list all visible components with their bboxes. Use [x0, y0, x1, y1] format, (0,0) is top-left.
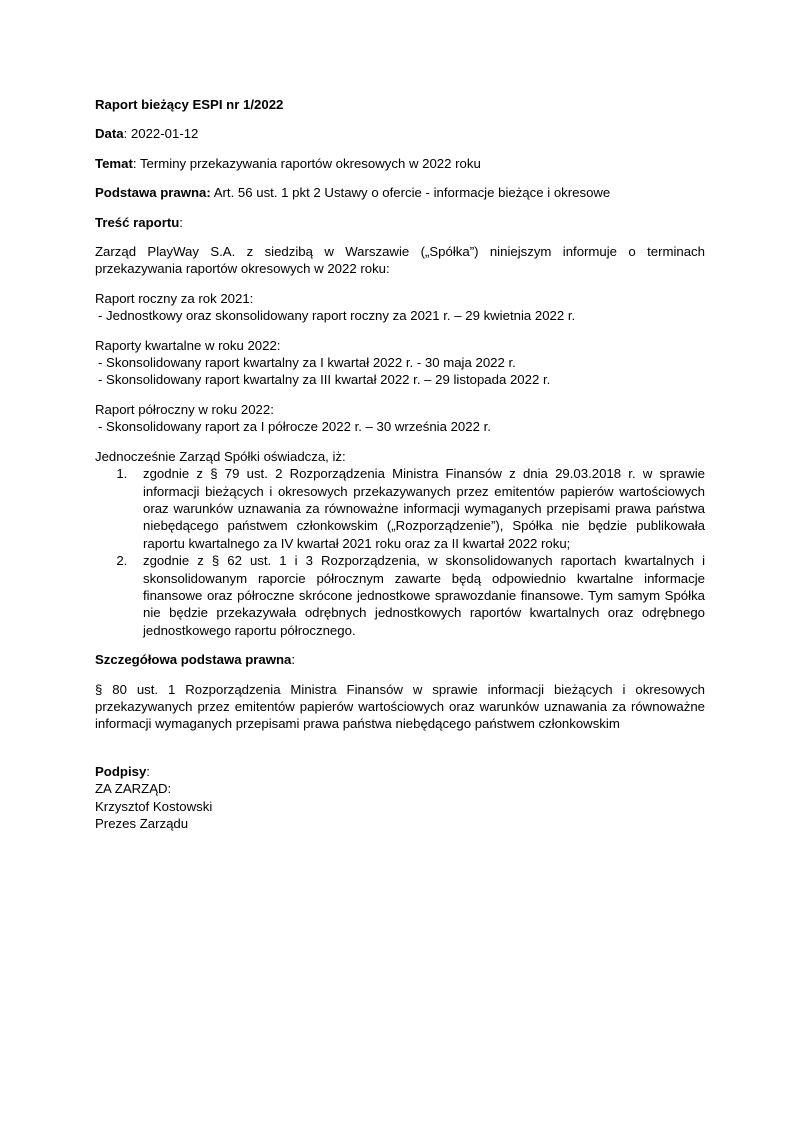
report-content-heading: Treść raportu: [95, 214, 183, 230]
section-heading: Raporty kwartalne w roku 2022: [95, 337, 281, 353]
signatory-role: Prezes Zarządu [95, 816, 189, 831]
section-half-year-report [95, 401, 705, 436]
signatures-block [95, 763, 705, 833]
report-legal-basis: Podstawa prawna: Art. 56 ust. 1 pkt 2 Ustawy o ofercie - informacje bieżące i okresowe [95, 185, 611, 201]
statements-list [95, 465, 705, 639]
section-quarterly-reports [95, 337, 705, 389]
section-heading: Raport roczny za rok 2021: [95, 290, 254, 306]
section-item: - Skonsolidowany raport kwartalny za III kwartał 2022 r. – 29 listopada 2022 r. [98, 372, 551, 388]
section-item: - Skonsolidowany raport kwartalny za I kwartał 2022 r. - 30 maja 2022 r. [98, 355, 516, 371]
statement-intro: Jednocześnie Zarząd Spółki oświadcza, iż: [95, 448, 346, 464]
signatory-name: Krzysztof Kostowski [95, 798, 213, 814]
signatures-heading: Podpisy: [95, 763, 150, 779]
statement-item: 2. zgodnie z § 62 ust. 1 i 3 Rozporządzenia, w skonsolidowanych raportach kwartalnych i skonsolidowanym raporcie półrocznym zawarte będą odpowiednio kwartalne informacje finansowe oraz półroczne skrócone jednostkowe sprawozdanie finansowe. Tym samym Spółka nie będzie przekazywała odrębnych jednostkowych raportów kwartalnych oraz odrębnego jednostkowego raportu półrocznego. [131, 552, 705, 639]
detailed-legal-heading: Szczegółowa podstawa prawna: [95, 652, 296, 668]
section-annual-report [95, 290, 705, 325]
report-title: Raport bieżący ESPI nr 1/2022 [95, 97, 284, 112]
section-heading: Raport półroczny w roku 2022: [95, 401, 274, 417]
report-intro: Zarząd PlayWay S.A. z siedzibą w Warszawie („Spółka”) niniejszym informuje o terminach przekazywania raportów okresowych w 2022 roku: [95, 244, 705, 277]
signatures-for-board: ZA ZARZĄD: [95, 781, 172, 797]
report-document [95, 96, 705, 832]
report-date: Data: 2022-01-12 [95, 126, 199, 142]
spacer [95, 745, 705, 763]
section-item: - Skonsolidowany raport za I półrocze 2022 r. – 30 września 2022 r. [98, 419, 491, 435]
statement-item: 1. zgodnie z § 79 ust. 2 Rozporządzenia Ministra Finansów z dnia 29.03.2018 r. w sprawie informacji bieżących i okresowych przekazywanych przez emitentów papierów wartościowych oraz warunków uznawania za równoważne informacji wymaganych przepisami prawa państwa niebędącego państwem członkowskim („Rozporządzenie”), Spółka nie będzie publikowała raportu kwartalnego za IV kwartał 2021 roku oraz za II kwartał 2022 roku; [131, 465, 705, 552]
report-subject: Temat: Terminy przekazywania raportów okresowych w 2022 roku [95, 155, 481, 171]
detailed-legal-text: § 80 ust. 1 Rozporządzenia Ministra Finansów w sprawie informacji bieżących i okresowych przekazywanych przez emitentów papierów wartościowych oraz warunków uznawania za równoważne informacji wymaganych przepisami prawa państwa niebędącego państwem członkowskim [95, 681, 705, 732]
section-item: - Jednostkowy oraz skonsolidowany raport roczny za 2021 r. – 29 kwietnia 2022 r. [98, 308, 576, 324]
